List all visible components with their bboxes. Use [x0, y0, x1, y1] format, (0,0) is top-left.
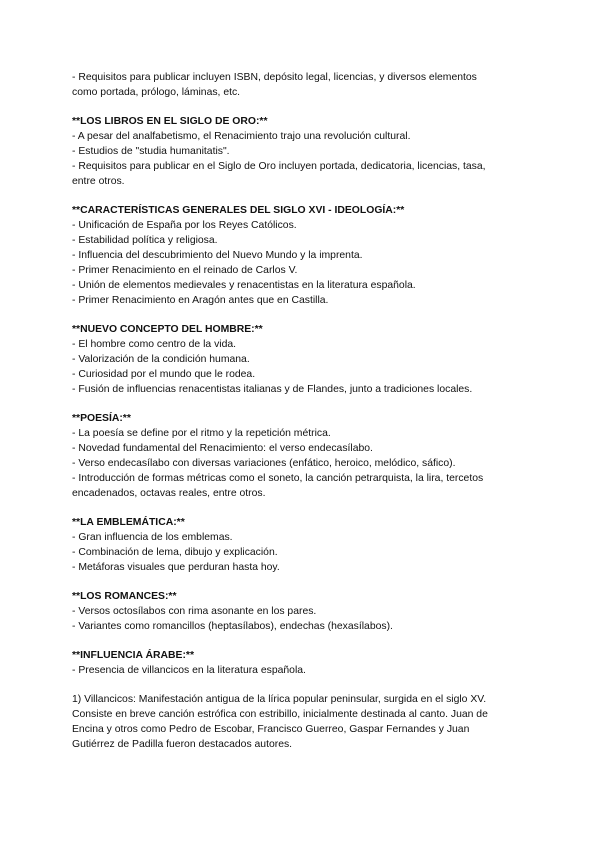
section-romances	[72, 589, 532, 634]
section-heading: **CARACTERÍSTICAS GENERALES DEL SIGLO XVI - IDEOLOGÍA:**	[72, 205, 405, 216]
bullet-line: - La poesía se define por el ritmo y la repetición métrica.	[72, 428, 331, 439]
bullet-line: - Estudios de "studia humanitatis".	[72, 146, 230, 157]
paragraph-line: 1) Villancicos: Manifestación antigua de la lírica popular peninsular, surgida en el siglo XV.	[72, 694, 487, 705]
bullet-line: - El hombre como centro de la vida.	[72, 339, 237, 350]
section-libros-siglo-de-oro	[72, 114, 532, 189]
bullet-line: - Influencia del descubrimiento del Nuevo Mundo y la imprenta.	[72, 250, 363, 261]
bullet-line: - Unificación de España por los Reyes Católicos.	[72, 220, 297, 231]
section-nuevo-concepto-hombre	[72, 322, 532, 397]
intro-line: - Requisitos para publicar incluyen ISBN, depósito legal, licencias, y diversos elementos	[72, 72, 477, 83]
bullet-line: - Estabilidad política y religiosa.	[72, 235, 218, 246]
section-emblematica	[72, 515, 532, 575]
bullet-line: - Fusión de influencias renacentistas italianas y de Flandes, junto a tradiciones locales.	[72, 384, 473, 395]
bullet-line: - Unión de elementos medievales y renacentistas en la literatura española.	[72, 280, 416, 291]
paragraph-line: Encina y otros como Pedro de Escobar, Francisco Guerreo, Gaspar Fernandes y Juan	[72, 724, 470, 735]
paragraph-line: Consiste en breve canción estrófica con estribillo, inicialmente destinada al canto. Juan de	[72, 709, 488, 720]
closing-paragraph	[72, 692, 532, 752]
bullet-line: - Combinación de lema, dibujo y explicación.	[72, 547, 278, 558]
bullet-line: - Novedad fundamental del Renacimiento: el verso endecasílabo.	[72, 443, 373, 454]
bullet-line: - A pesar del analfabetismo, el Renacimiento trajo una revolución cultural.	[72, 131, 411, 142]
bullet-line: - Primer Renacimiento en Aragón antes que en Castilla.	[72, 295, 329, 306]
bullet-line: - Valorización de la condición humana.	[72, 354, 250, 365]
bullet-line: - Gran influencia de los emblemas.	[72, 532, 233, 543]
section-heading: **POESÍA:**	[72, 413, 131, 424]
section-poesia	[72, 411, 532, 501]
bullet-line: entre otros.	[72, 176, 125, 187]
section-influencia-arabe	[72, 648, 532, 678]
intro-block	[72, 70, 532, 100]
paragraph-line: Gutiérrez de Padilla fueron destacados autores.	[72, 739, 293, 750]
section-caracteristicas-siglo-xvi	[72, 203, 532, 308]
bullet-line: - Variantes como romancillos (heptasílabos), endechas (hexasílabos).	[72, 621, 393, 632]
bullet-line: - Primer Renacimiento en el reinado de Carlos V.	[72, 265, 298, 276]
bullet-line: - Presencia de villancicos en la literatura española.	[72, 665, 306, 676]
intro-line: como portada, prólogo, láminas, etc.	[72, 87, 241, 98]
section-heading: **LOS LIBROS EN EL SIGLO DE ORO:**	[72, 116, 268, 127]
bullet-line: - Versos octosílabos con rima asonante en los pares.	[72, 606, 317, 617]
section-heading: **INFLUENCIA ÁRABE:**	[72, 650, 194, 661]
bullet-line: encadenados, octavas reales, entre otros.	[72, 488, 266, 499]
bullet-line: - Requisitos para publicar en el Siglo de Oro incluyen portada, dedicatoria, licencias, tasa,	[72, 161, 486, 172]
document-page	[72, 70, 532, 766]
bullet-line: - Metáforas visuales que perduran hasta hoy.	[72, 562, 280, 573]
section-heading: **NUEVO CONCEPTO DEL HOMBRE:**	[72, 324, 263, 335]
bullet-line: - Introducción de formas métricas como el soneto, la canción petrarquista, la lira, tercetos	[72, 473, 484, 484]
section-heading: **LA EMBLEMÁTICA:**	[72, 517, 185, 528]
section-heading: **LOS ROMANCES:**	[72, 591, 177, 602]
bullet-line: - Curiosidad por el mundo que le rodea.	[72, 369, 256, 380]
bullet-line: - Verso endecasílabo con diversas variaciones (enfático, heroico, melódico, sáfico).	[72, 458, 456, 469]
